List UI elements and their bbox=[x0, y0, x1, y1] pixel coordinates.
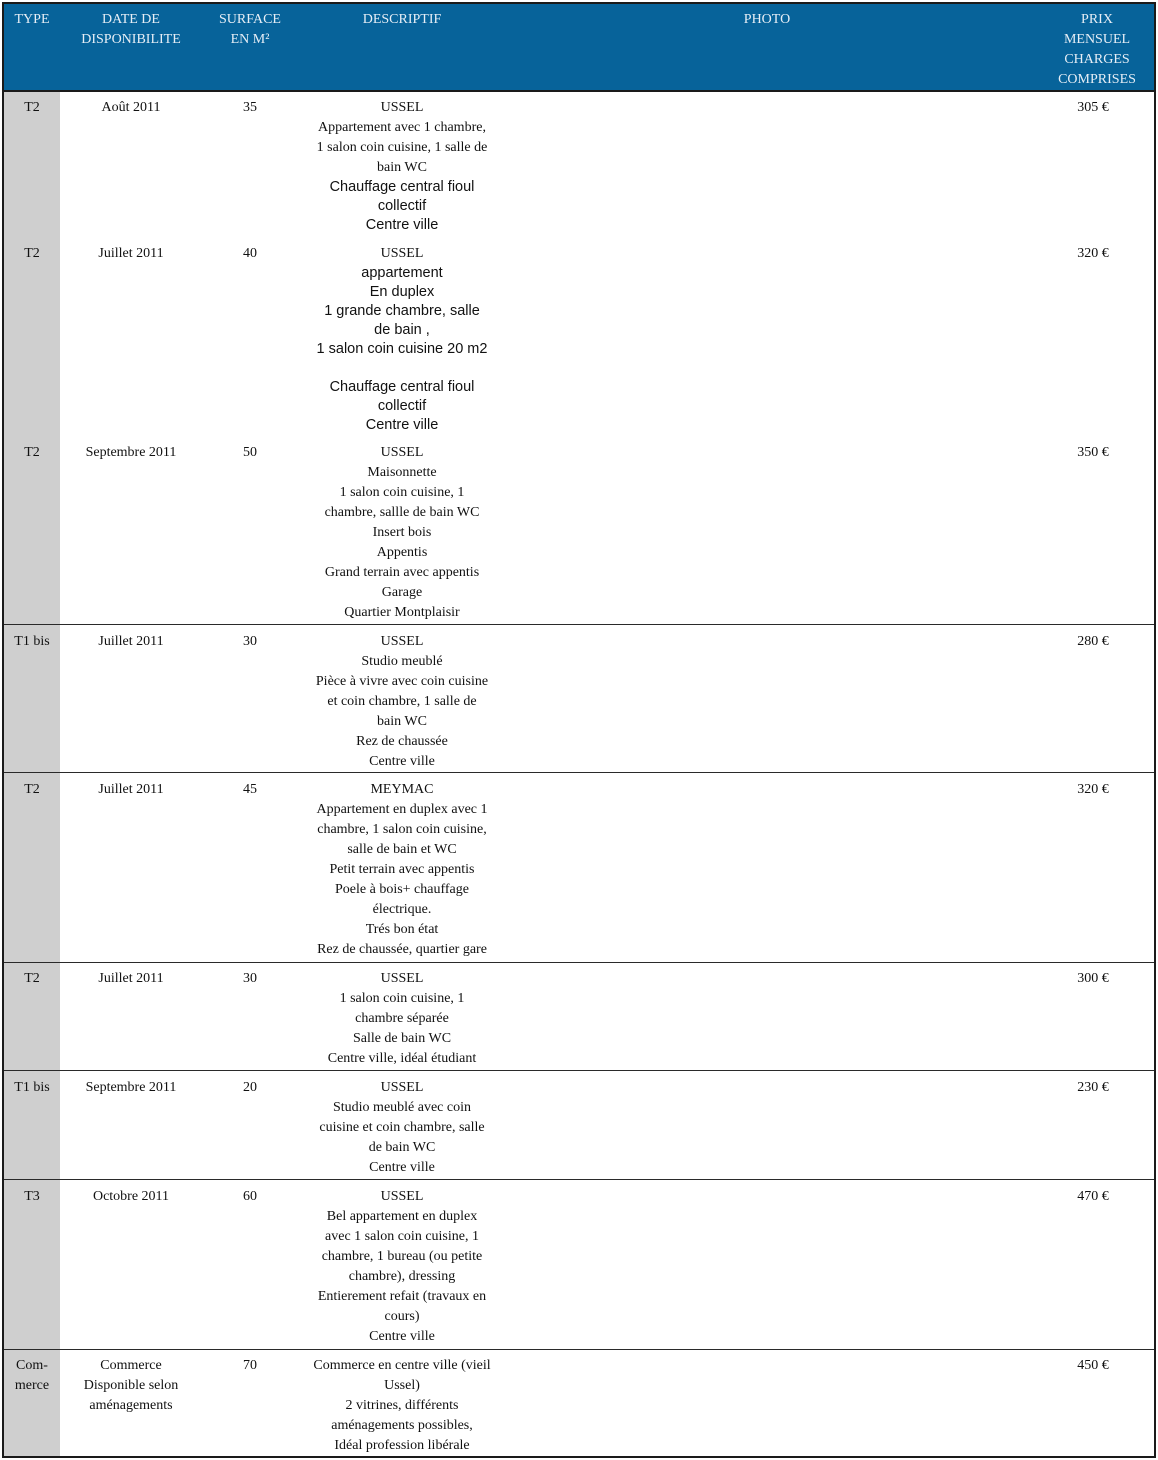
cell-date: Août 2011 bbox=[101, 100, 161, 115]
desc-line: Grand terrain avec appentis bbox=[324, 565, 480, 580]
header-date bbox=[60, 10, 202, 50]
desc-line: Petit terrain avec appentis bbox=[329, 862, 475, 877]
cell-price: 470 € bbox=[1077, 1189, 1109, 1204]
cell-surface: 45 bbox=[243, 782, 257, 797]
header-prix-line: PRIX bbox=[1081, 12, 1113, 27]
desc-line: chambre, 1 salon coin cuisine, bbox=[317, 822, 487, 837]
desc-line: Appartement avec 1 chambre, bbox=[318, 120, 486, 135]
desc-line: Pièce à vivre avec coin cuisine bbox=[315, 674, 489, 689]
cell-descriptif bbox=[304, 632, 500, 772]
cell-descriptif bbox=[304, 244, 500, 435]
desc-line: Idéal profession libérale bbox=[334, 1438, 470, 1453]
desc-line: chambre, 1 bureau (ou petite bbox=[321, 1249, 483, 1264]
header-date-line: DATE DE bbox=[102, 12, 160, 27]
cell-price: 300 € bbox=[1077, 971, 1109, 986]
desc-line: de bain WC bbox=[368, 1140, 436, 1155]
cell-type: T2 bbox=[24, 246, 40, 261]
desc-line: cours) bbox=[384, 1309, 420, 1324]
desc-line: USSEL bbox=[380, 634, 424, 649]
desc-line: collectif bbox=[377, 198, 427, 214]
cell-surface: 60 bbox=[243, 1189, 257, 1204]
desc-line: électrique. bbox=[372, 902, 432, 917]
header-prix-line: COMPRISES bbox=[1058, 72, 1136, 87]
desc-line: chambre, sallle de bain WC bbox=[324, 505, 480, 520]
desc-line: avec 1 salon coin cuisine, 1 bbox=[325, 1229, 479, 1244]
desc-line: Bel appartement en duplex bbox=[326, 1209, 478, 1224]
cell-date: Octobre 2011 bbox=[92, 1189, 170, 1204]
desc-line: USSEL bbox=[380, 971, 424, 986]
row-divider bbox=[4, 1070, 1154, 1071]
cell-date: Juillet 2011 bbox=[98, 634, 164, 649]
desc-line: Centre ville, idéal étudiant bbox=[327, 1051, 477, 1066]
cell-price: 230 € bbox=[1077, 1080, 1109, 1095]
desc-line: USSEL bbox=[380, 100, 424, 115]
cell-date-line: aménagements bbox=[89, 1398, 173, 1413]
cell-surface: 50 bbox=[243, 445, 257, 460]
header-type-label: TYPE bbox=[14, 12, 50, 27]
cell-date: Juillet 2011 bbox=[98, 971, 164, 986]
desc-line: USSEL bbox=[380, 1189, 424, 1204]
cell-surface: 70 bbox=[243, 1358, 257, 1373]
cell-surface: 30 bbox=[243, 634, 257, 649]
desc-line: Poele à bois+ chauffage bbox=[335, 882, 469, 897]
cell-descriptif bbox=[304, 1078, 500, 1178]
cell-price: 280 € bbox=[1077, 634, 1109, 649]
desc-line: Appartement en duplex avec 1 bbox=[316, 802, 488, 817]
cell-price: 450 € bbox=[1077, 1358, 1109, 1373]
cell-type: T2 bbox=[24, 445, 40, 460]
desc-line: appartement bbox=[361, 265, 443, 281]
desc-line: Ussel) bbox=[384, 1378, 420, 1393]
desc-line: USSEL bbox=[380, 445, 424, 460]
row-divider bbox=[4, 1349, 1154, 1350]
row-divider bbox=[4, 1179, 1154, 1180]
row-divider bbox=[4, 962, 1154, 963]
cell-price: 350 € bbox=[1077, 445, 1109, 460]
desc-line: 1 salon coin cuisine, 1 bbox=[339, 991, 465, 1006]
desc-line: cuisine et coin chambre, salle bbox=[319, 1120, 485, 1135]
listings-table bbox=[2, 2, 1156, 1458]
cell-type bbox=[4, 1356, 60, 1396]
header-photo-label: PHOTO bbox=[743, 12, 791, 27]
cell-date: Juillet 2011 bbox=[98, 782, 164, 797]
cell-date: Septembre 2011 bbox=[85, 1080, 177, 1095]
cell-surface: 40 bbox=[243, 246, 257, 261]
cell-price: 320 € bbox=[1077, 782, 1109, 797]
cell-surface: 20 bbox=[243, 1080, 257, 1095]
desc-line: USSEL bbox=[380, 246, 424, 261]
desc-line: collectif bbox=[377, 398, 427, 414]
desc-line: Centre ville bbox=[369, 1329, 435, 1344]
desc-line: 1 salon coin cuisine 20 m2 bbox=[316, 341, 488, 357]
desc-line: Studio meublé avec coin bbox=[332, 1100, 472, 1115]
cell-type: T1 bis bbox=[14, 634, 50, 649]
desc-blank-line bbox=[304, 359, 500, 378]
header-surface bbox=[202, 10, 298, 50]
desc-line: Trés bon état bbox=[365, 922, 439, 937]
cell-type: T1 bis bbox=[14, 1080, 50, 1095]
header-descriptif bbox=[304, 10, 500, 30]
desc-line: Garage bbox=[381, 585, 423, 600]
cell-date: Juillet 2011 bbox=[98, 246, 164, 261]
header-type bbox=[4, 10, 60, 30]
desc-line: bain WC bbox=[377, 160, 427, 175]
header-descriptif-label: DESCRIPTIF bbox=[362, 12, 442, 27]
desc-line: Maisonnette bbox=[367, 465, 437, 480]
desc-line: bain WC bbox=[377, 714, 427, 729]
desc-line: Quartier Montplaisir bbox=[344, 605, 460, 620]
cell-date-line: Commerce bbox=[100, 1358, 162, 1373]
desc-line: MEYMAC bbox=[370, 782, 434, 797]
desc-line: Chauffage central fioul bbox=[329, 379, 475, 395]
desc-line: Salle de bain WC bbox=[352, 1031, 452, 1046]
desc-line: Centre ville bbox=[365, 417, 439, 433]
desc-line: 1 salon coin cuisine, 1 salle de bbox=[316, 140, 488, 155]
cell-descriptif bbox=[304, 780, 500, 960]
desc-line: 1 salon coin cuisine, 1 bbox=[339, 485, 465, 500]
desc-line: Rez de chaussée bbox=[356, 734, 448, 749]
cell-type: T3 bbox=[24, 1189, 40, 1204]
desc-line: Entierement refait (travaux en bbox=[317, 1289, 487, 1304]
desc-line: et coin chambre, 1 salle de bbox=[327, 694, 477, 709]
cell-date bbox=[60, 1356, 202, 1416]
cell-surface: 35 bbox=[243, 100, 257, 115]
desc-line: Centre ville bbox=[369, 754, 435, 769]
desc-line: Commerce en centre ville (vieil bbox=[313, 1358, 491, 1373]
cell-type: T2 bbox=[24, 782, 40, 797]
row-divider bbox=[4, 624, 1154, 625]
desc-line: En duplex bbox=[369, 284, 435, 300]
desc-line: Centre ville bbox=[369, 1160, 435, 1175]
header-prix bbox=[1040, 10, 1154, 90]
cell-date-line: Disponible selon bbox=[83, 1378, 179, 1393]
desc-line: de bain , bbox=[374, 322, 430, 338]
desc-line: aménagements possibles, bbox=[331, 1418, 473, 1433]
cell-descriptif bbox=[304, 443, 500, 623]
cell-descriptif bbox=[304, 1356, 500, 1456]
desc-line: Studio meublé bbox=[361, 654, 443, 669]
cell-type: T2 bbox=[24, 100, 40, 115]
header-surface-line: EN M² bbox=[230, 32, 270, 47]
cell-date: Septembre 2011 bbox=[85, 445, 177, 460]
header-prix-line: MENSUEL bbox=[1063, 32, 1131, 47]
desc-line: Appentis bbox=[376, 545, 428, 560]
header-photo bbox=[500, 10, 1034, 30]
cell-type: T2 bbox=[24, 971, 40, 986]
cell-descriptif bbox=[304, 1187, 500, 1347]
header-surface-line: SURFACE bbox=[219, 12, 281, 27]
header-prix-line: CHARGES bbox=[1064, 52, 1130, 67]
desc-line: 1 grande chambre, salle bbox=[324, 303, 480, 319]
desc-line: chambre séparée bbox=[355, 1011, 449, 1026]
desc-line: Chauffage central fioul bbox=[329, 179, 475, 195]
cell-surface: 30 bbox=[243, 971, 257, 986]
row-divider bbox=[4, 772, 1154, 773]
cell-descriptif bbox=[304, 969, 500, 1069]
type-column-shade bbox=[4, 92, 60, 1456]
header-date-line: DISPONIBILITE bbox=[81, 32, 181, 47]
cell-price: 320 € bbox=[1077, 246, 1109, 261]
cell-descriptif bbox=[304, 98, 500, 235]
table-header bbox=[4, 4, 1154, 92]
cell-price: 305 € bbox=[1077, 100, 1109, 115]
desc-line: chambre), dressing bbox=[348, 1269, 456, 1284]
desc-line: Rez de chaussée, quartier gare bbox=[317, 942, 487, 957]
cell-type-line: merce bbox=[14, 1378, 50, 1393]
desc-line: USSEL bbox=[380, 1080, 424, 1095]
desc-line: 2 vitrines, différents bbox=[345, 1398, 459, 1413]
cell-type-line: Com- bbox=[16, 1358, 48, 1373]
desc-line: Insert bois bbox=[372, 525, 432, 540]
desc-line: Centre ville bbox=[365, 217, 439, 233]
desc-line: salle de bain et WC bbox=[347, 842, 457, 857]
